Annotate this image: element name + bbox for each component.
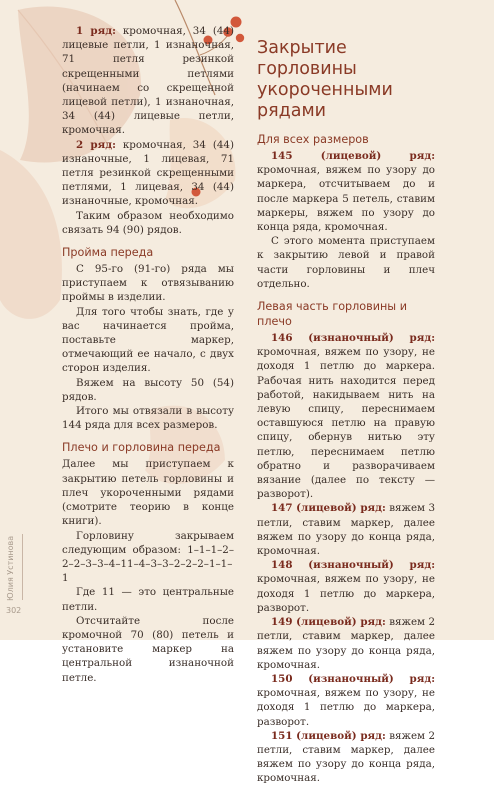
- paragraph: Итого мы отвязали в высоту 144 ряда для всех размеров.: [62, 405, 234, 432]
- section-heading: Для всех размеров: [257, 133, 369, 146]
- row-paragraph: [257, 558, 435, 615]
- row-label: 147 (лицевой) ряд:: [271, 502, 386, 515]
- paragraph: Для того чтобы знать, где у вас начинается пройма, поставьте маркер, отмечающий ее начало, с двух сторон изделия.: [62, 305, 234, 375]
- paragraph: Горловину закрываем следующим образом: 1–1–1–2–2–2–3–3–4–11–4–3–3–2–2–2–1–1–1: [62, 529, 234, 585]
- row-text: кромочная, вяжем по узору, не доходя 1 петлю до маркера, разворот.: [257, 687, 435, 728]
- left-column: [62, 24, 234, 685]
- row-label: 1 ряд:: [76, 25, 116, 37]
- row-text: кромочная, вяжем по узору до маркера, отсчитываем до и после маркера 5 петель, ставим маркеры, вяжем по узору до конца ряда, кромочная.: [257, 164, 435, 234]
- divider: [22, 534, 23, 600]
- paragraph: С 95-го (91-го) ряда мы приступаем к отвязыванию проймы в изделии.: [62, 263, 234, 304]
- row-paragraph: [257, 501, 435, 558]
- row-paragraph: [62, 138, 234, 209]
- page-number: 302: [6, 606, 22, 615]
- row-text: кромочная, 34 (44) изнаночные, 1 лицевая, 71 петля резинкой скрещенными петлями, 1 лицевая, 34 (44) изнаночные, кромочная.: [62, 138, 234, 208]
- row-text: кромочная, 34 (44) лицевые петли, 1 изнаночная, 71 петля резинкой скрещенными петлями (начинаем со скрещенной лицевой петли), 1 изнаночная, 34 (44) лицевые петли, кромочная.: [62, 25, 234, 137]
- row-paragraph: [257, 331, 435, 501]
- leaf-icon: [0, 150, 62, 319]
- row-text: кромочная, вяжем по узору, не доходя 1 петлю до маркера. Рабочая нить находится перед работой, накидываем нить на левую спицу, переснимаем оставшуюся петлю на правую спицу, обернув нитью эту петлю, переснимаем петлю обратно и разворачиваем вязание (далее по тексту — разворот).: [257, 346, 435, 501]
- row-paragraph: [257, 729, 435, 786]
- paragraph: С этого момента приступаем к закрытию левой и правой части горловины и плеч отдельно.: [257, 235, 435, 290]
- section-heading: Левая часть горловины и плечо: [257, 300, 407, 329]
- row-label: 146 (изнаночный) ряд:: [271, 332, 435, 345]
- row-label: 145 (лицевой) ряд:: [271, 150, 435, 162]
- row-text: вяжем 3 петли, ставим маркер, далее вяжем по узору до конца ряда, кромочная.: [257, 502, 436, 558]
- row-label: 149 (лицевой) ряд:: [271, 616, 386, 629]
- paragraph: Таким образом необходимо связать 94 (90) рядов.: [62, 209, 234, 236]
- row-label: 151 (лицевой) ряд:: [271, 729, 386, 742]
- paragraph: Далее мы приступаем к закрытию петель горловины и плеч укороченными рядами (смотрите теорию в конце книги).: [62, 458, 234, 528]
- right-column: [257, 38, 435, 786]
- row-text: кромочная, вяжем по узору, не доходя 1 петлю до маркера, разворот.: [257, 573, 435, 614]
- row-paragraph: [257, 149, 435, 234]
- row-paragraph: [257, 615, 435, 672]
- page-title: Закрытие горловины укороченными рядами: [257, 38, 393, 121]
- paragraph: Отсчитайте после кромочной 70 (80) петель и установите маркер на центральной изнаночной петле.: [62, 614, 234, 684]
- paragraph: Вяжем на высоту 50 (54) рядов.: [62, 376, 234, 403]
- row-label: 148 (изнаночный) ряд:: [271, 559, 435, 572]
- row-paragraph: [257, 672, 435, 729]
- author-name: Юлия Устинова: [6, 535, 15, 601]
- row-text: вяжем 2 петли, ставим маркер, далее вяжем по узору до конца ряда, кромочная.: [257, 729, 436, 785]
- row-label: 150 (изнаночный) ряд:: [271, 672, 435, 685]
- row-label: 2 ряд:: [76, 138, 116, 151]
- row-paragraph: [62, 24, 234, 138]
- row-text: вяжем 2 петли, ставим маркер, далее вяжем по узору до конца ряда, кромочная.: [257, 616, 436, 671]
- paragraph: Где 11 — это центральные петли.: [62, 586, 234, 613]
- section-heading: Пройма переда: [62, 246, 154, 260]
- section-heading: Плечо и горловина переда: [62, 441, 221, 455]
